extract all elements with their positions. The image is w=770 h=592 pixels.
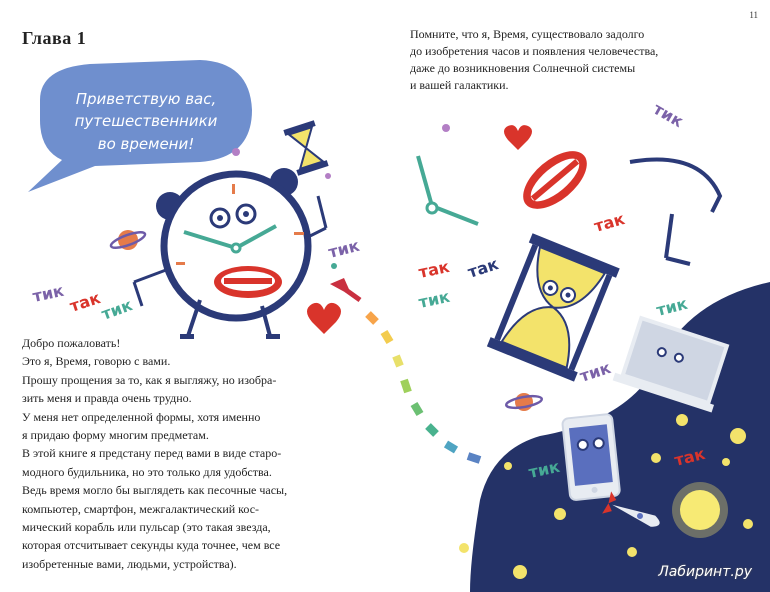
alarm-clock-icon xyxy=(134,168,326,339)
dashed-trail xyxy=(368,314,480,460)
tik-word: тик xyxy=(30,280,66,306)
body-line: изобретенные вами, людьми, устройства). xyxy=(22,556,237,571)
intro-line: до изобретения часов и появления человечества, xyxy=(410,44,659,58)
arrow-icon xyxy=(330,278,360,300)
watermark-logo: Лабиринт.ру xyxy=(658,564,752,580)
intro-line: даже до возникновения Солнечной системы xyxy=(410,61,636,75)
bubble-line-3: во времени! xyxy=(97,135,195,153)
heart-icon xyxy=(504,125,532,150)
body-line: Ведь время могло бы выглядеть как песочные часы, xyxy=(22,483,288,498)
saturn-planet-icon xyxy=(505,393,542,411)
body-line: В этой книге я предстану перед вами в виде старо- xyxy=(22,446,282,461)
sun-icon xyxy=(672,482,728,538)
tak-word: так xyxy=(465,254,501,282)
heart-icon xyxy=(307,303,341,334)
body-line: Прошу прощения за то, как я выгляжу, но изобра- xyxy=(22,372,277,387)
body-line: У меня нет определенной формы, хотя именно xyxy=(22,409,261,424)
tak-word: так xyxy=(591,209,627,236)
tik-word: тик xyxy=(577,358,614,386)
tik-word: тик xyxy=(526,456,562,482)
bubble-line-1: Приветствую вас, xyxy=(75,90,217,108)
body-line: компьютер, смартфон, межгалактический кос- xyxy=(22,501,260,516)
saturn-planet-icon xyxy=(109,229,146,251)
body-paragraph xyxy=(22,334,382,573)
mouth-icon xyxy=(513,140,597,219)
body-line: которая отсчитывает секунды куда точнее, чем все xyxy=(22,538,281,553)
clock-hands-icon xyxy=(418,156,478,224)
body-line: зить меня и правда очень трудно. xyxy=(22,391,192,406)
tik-word: тик xyxy=(650,99,687,132)
tik-word: тик xyxy=(654,293,690,320)
chapter-title: Глава 1 xyxy=(22,28,87,48)
hourglass-small-icon xyxy=(283,120,328,176)
page-number: 11 xyxy=(749,10,758,20)
tak-word: так xyxy=(416,256,452,282)
body-line: модного будильника, но это только для удобства. xyxy=(22,464,272,479)
intro-line: Помните, что я, Время, существовало задолго xyxy=(410,27,645,41)
tik-word: тик xyxy=(326,235,362,262)
body-line: Добро пожаловать! xyxy=(22,336,121,350)
tik-word: тик xyxy=(416,286,452,312)
hourglass-icon xyxy=(487,233,620,381)
tak-word: так xyxy=(672,443,707,470)
speech-bubble xyxy=(28,60,252,192)
body-line: мический корабль или пульсар (это такая звезда, xyxy=(22,520,271,535)
tak-word: так xyxy=(67,288,103,316)
tik-word: тик xyxy=(98,295,135,324)
body-line: я придаю форму многим предметам. xyxy=(22,428,209,443)
smartphone-icon xyxy=(562,414,620,501)
body-line: Это я, Время, говорю с вами. xyxy=(22,354,171,369)
bubble-line-2: путешественники xyxy=(74,112,218,130)
intro-line: и вашей галактики. xyxy=(410,78,509,92)
